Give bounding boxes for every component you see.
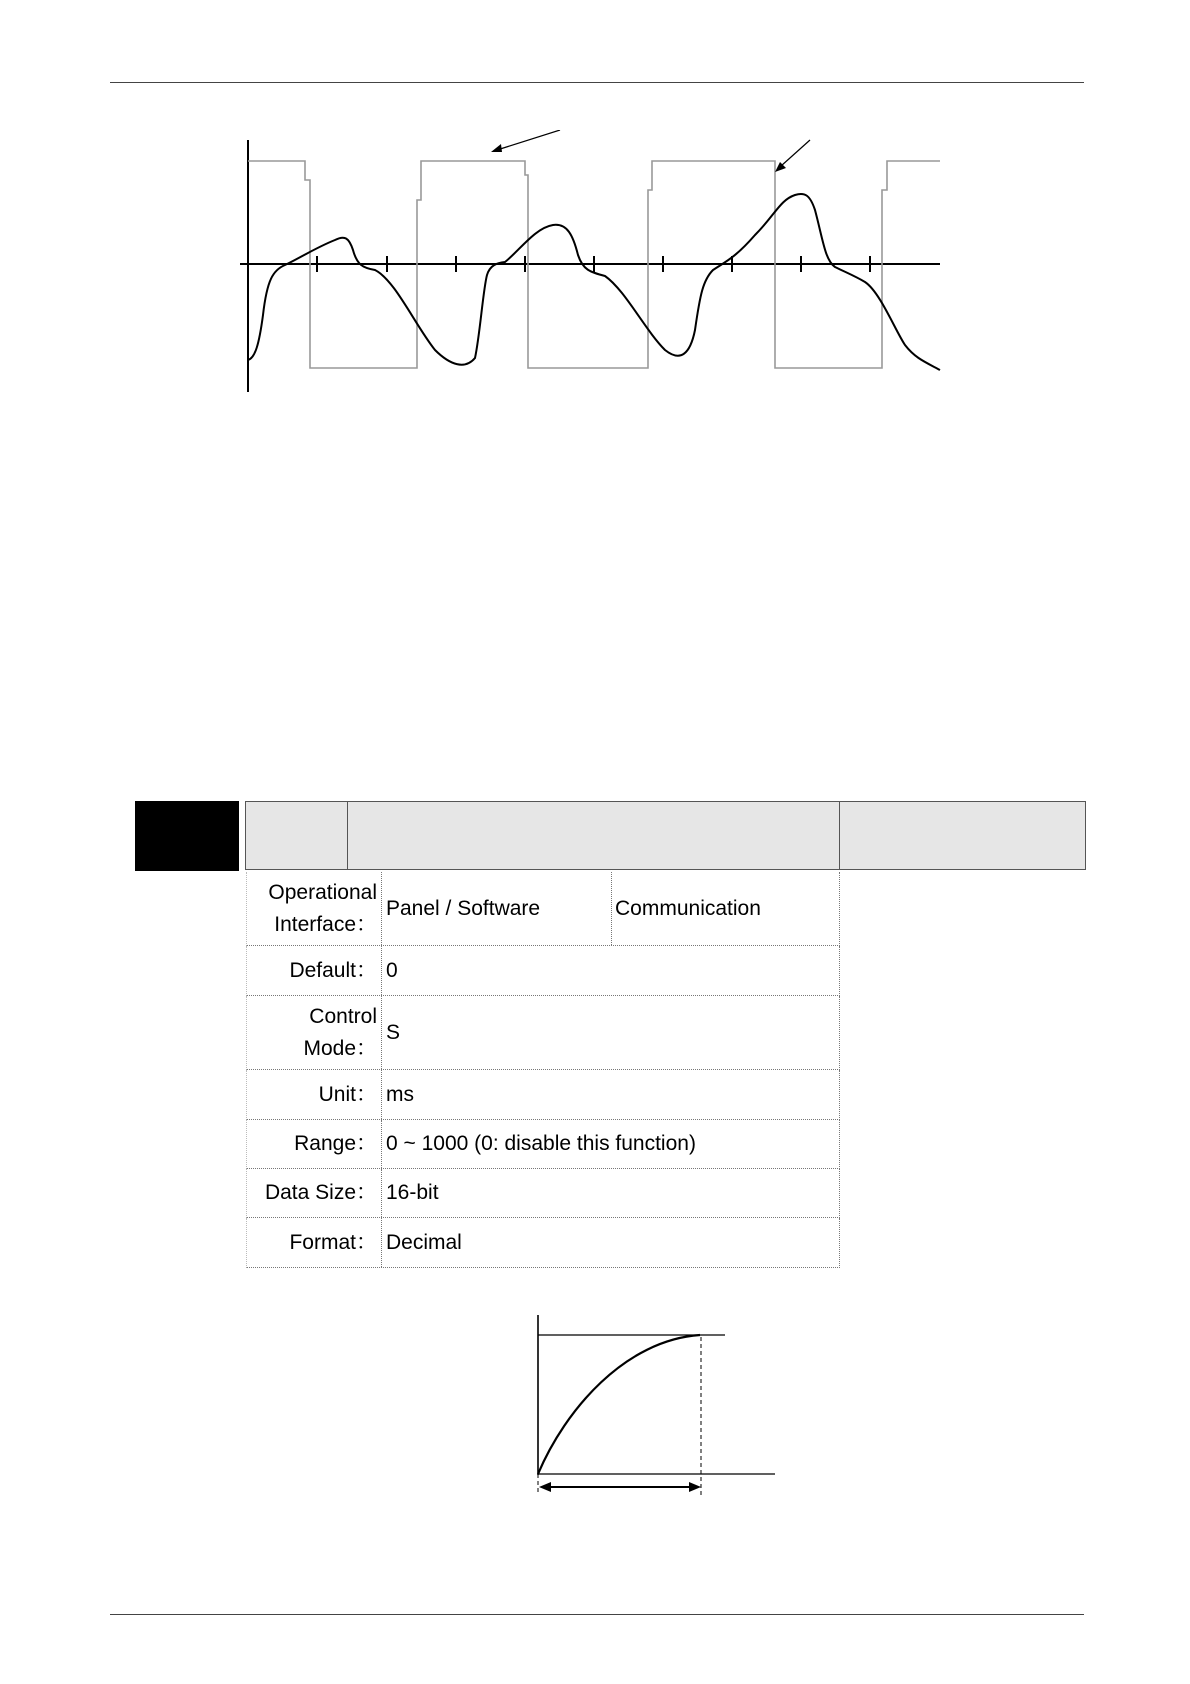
row-value: 16-bit xyxy=(386,1181,439,1204)
time-span-arrowhead-left xyxy=(539,1482,551,1492)
header-divider-2 xyxy=(839,802,840,869)
annotation-arrowhead-1 xyxy=(491,144,502,152)
parameter-header-tab xyxy=(135,801,239,871)
row-value: 0 ~ 1000 (0: disable this function) xyxy=(386,1132,696,1155)
annotation-arrow-1 xyxy=(497,130,560,150)
row-label xyxy=(247,996,382,1069)
row-value: ms xyxy=(386,1082,414,1106)
table-row-interface xyxy=(246,872,840,946)
top-rule xyxy=(110,82,1084,83)
row-label-line1: Control xyxy=(309,1004,377,1028)
row-label xyxy=(247,1218,382,1267)
row-label-line1: Operational xyxy=(268,880,377,904)
table-row-data-size xyxy=(246,1169,840,1218)
exponential-curve xyxy=(538,1335,700,1474)
row-value-2: Communication xyxy=(611,872,841,945)
row-label xyxy=(247,1169,382,1217)
row-label-line1: Unit： xyxy=(318,1082,377,1106)
annotation-arrow-2 xyxy=(781,140,810,166)
row-label-line2: Mode： xyxy=(303,1036,377,1060)
response-curve xyxy=(248,194,940,370)
header-divider-1 xyxy=(347,802,348,869)
table-row-range xyxy=(246,1120,840,1169)
table-row-control-mode xyxy=(246,996,840,1070)
table-row-unit xyxy=(246,1070,840,1120)
row-label-line1: Default： xyxy=(289,958,377,982)
time-span-arrowhead-right xyxy=(689,1482,701,1492)
row-label-line1: Range： xyxy=(294,1132,377,1155)
row-label xyxy=(247,1070,382,1119)
row-label-line2: Interface： xyxy=(274,912,377,936)
row-label xyxy=(247,946,382,995)
smoothing-curve-figure xyxy=(525,1310,785,1500)
table-row-format xyxy=(246,1218,840,1268)
row-label xyxy=(247,872,382,945)
row-value: 0 xyxy=(386,958,398,982)
row-value: Panel / Software xyxy=(386,896,541,920)
row-value: Decimal xyxy=(386,1230,462,1254)
bottom-rule xyxy=(110,1614,1084,1615)
response-waveform-figure xyxy=(235,130,945,400)
row-label-line1: Format： xyxy=(289,1230,377,1254)
row-label xyxy=(247,1120,382,1168)
parameter-header-bar xyxy=(245,801,1086,870)
row-value: S xyxy=(386,1020,401,1044)
row-label-line1: Data Size： xyxy=(264,1181,377,1204)
table-row-default xyxy=(246,946,840,996)
parameter-table xyxy=(246,872,840,1268)
